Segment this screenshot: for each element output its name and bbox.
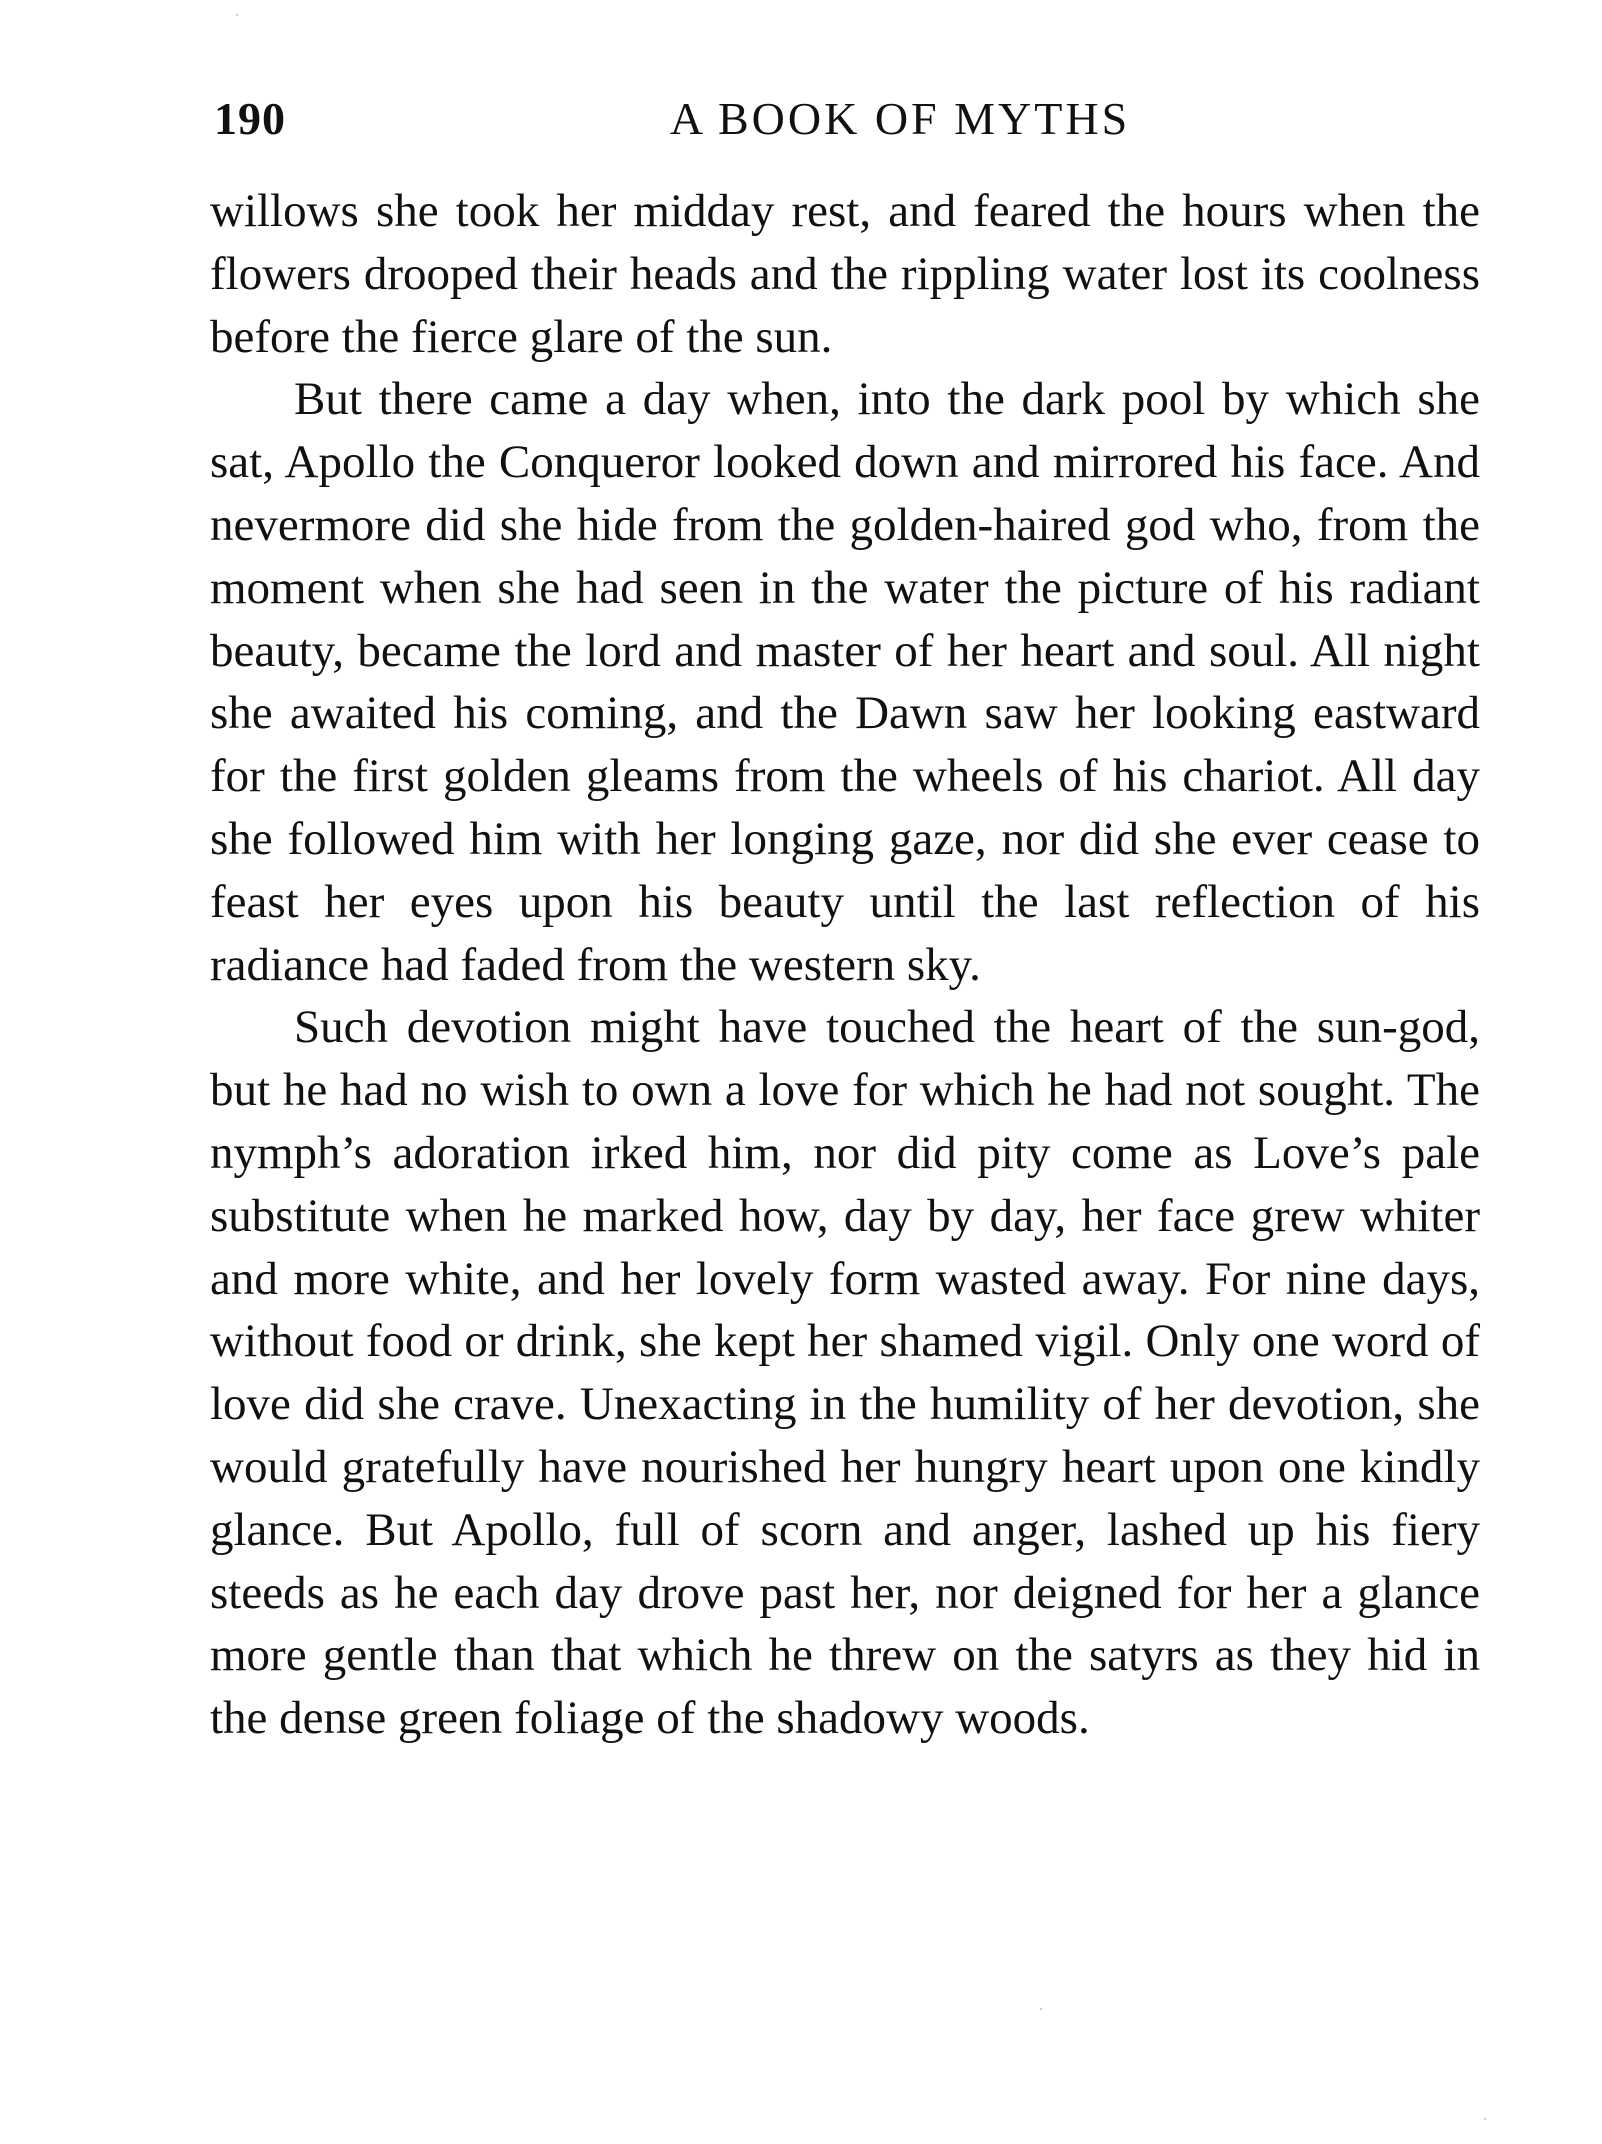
paper-speck (1040, 2008, 1042, 2010)
paragraph: Such devotion might have touched the heart of the sun-god, but he had no wish to own a love for which he had not sought. The nymph’s adoration irked him, nor did pity come as Love’s pale substitute when he marked how, day by day, her face grew whiter and more white, and her lovely form wasted away. For nine days, without food or drink, she kept her shamed vigil. Only one word of love did she crave. Unexacting in the humility of her devotion, she would gratefully have nourished her hungry heart upon one kindly glance. But Apollo, full of scorn and anger, lashed up his fiery steeds as he each day drove past her, nor deigned for her a glance more gentle than that which he threw on the satyrs as they hid in the dense green foliage of the shadowy woods. (210, 1001, 1480, 1745)
paper-speck (236, 14, 238, 16)
paragraph: But there came a day when, into the dark pool by which she sat, Apollo the Conqueror looked down and mirrored his face. And nevermore did she hide from the golden-haired god who, from the moment when she had seen in the water the picture of his radiant beauty, became the lord and master of her heart and soul. All night she awaited his coming, and the Dawn saw her looking eastward for the first golden gleams from the wheels of his chariot. All day she followed him with her longing gaze, nor did she ever cease to feast her eyes upon his beauty until the last reflection of his radiance had faded from the western sky. (210, 373, 1480, 991)
running-head (214, 84, 1476, 154)
paper-speck (1484, 2118, 1486, 2120)
body-text (210, 180, 1480, 1750)
book-title: A BOOK OF MYTHS (669, 93, 1131, 144)
page-number: 190 (214, 93, 286, 144)
paragraph-continued: willows she took her midday rest, and feared the hours when the flowers drooped their heads and the rippling water lost its coolness before the fierce glare of the sun. (210, 185, 1480, 363)
